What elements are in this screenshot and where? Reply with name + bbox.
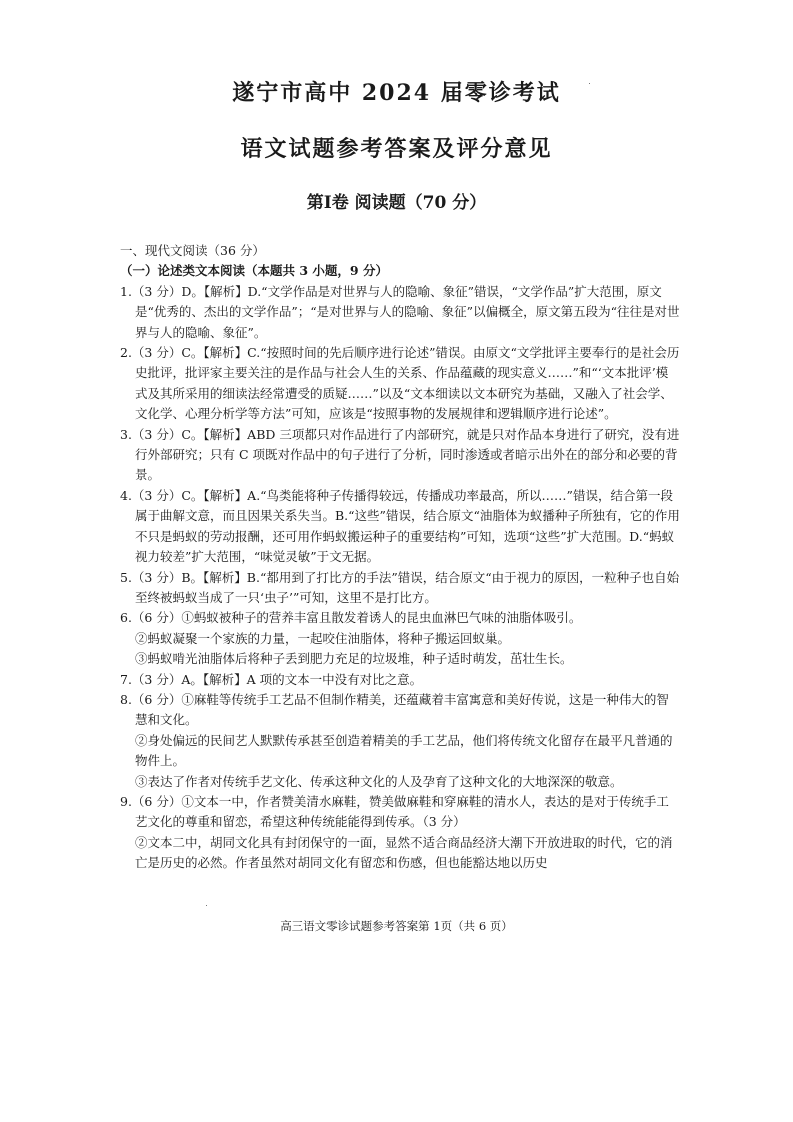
- answer-body: [120, 241, 680, 874]
- answer-q7: 7.（3 分）A。【解析】A 项的文本一中没有对比之意。: [120, 671, 423, 687]
- part-heading: 一、现代文阅读（36 分）: [120, 243, 265, 258]
- answer-q9-point-2: ②文本二中，胡同文化具有封闭保守的一面，显然不适合商品经济大潮下开放进取的时代，它的消亡是历史的必然。作者虽然对胡同文化有留恋和伤感，但也能豁达地以历史: [135, 834, 673, 871]
- answer-q8-point-2: ②身处偏远的民间艺人默默传承甚至创造着精美的手工艺品，他们将传统文化留存在最平凡普通的物件上。: [135, 732, 673, 769]
- answer-q6-point-3: ③蚂蚁啃光油脂体后将种子丢到肥力充足的垃圾堆，种子适时萌发，茁壮生长。: [135, 651, 573, 667]
- answer-q8-point-3: ③表达了作者对传统手艺文化、传承这种文化的人及孕育了这种文化的大地深深的敬意。: [135, 773, 623, 789]
- scan-speck: [206, 905, 207, 906]
- exam-title: 遂宁市高中 2024 届零诊考试: [232, 80, 561, 106]
- answer-q3: 3.（3 分）C。【解析】ABD 三项都只对作品进行了内部研究，就是只对作品本身进行了研究，没有进行外部研究；只有 C 项既对作品中的句子进行了分析，同时渗透或者暗示出外在的部分和必要的背景。: [120, 426, 680, 483]
- answer-q2: 2.（3 分）C。【解析】C.“按照时间的先后顺序进行论述”错误。由原文“文学批评主要奉行的是社会历史批评，批评家主要关注的是作品与社会人生的关系、作品蕴藏的现实意义……”和“‘文本批评’模式及其所采用的细读法经常遭受的质疑……”以及“文本细读以文本研究为基础，又融入了社会学、文化学、心理分析学等方法”可知，应该是“按照事物的发展规律和逻辑顺序进行论述”。: [120, 345, 680, 422]
- answer-q9: 9.（6 分）①文本一中，作者赞美清水麻鞋，赞美做麻鞋和穿麻鞋的清水人，表达的是对于传统手工艺文化的尊重和留恋，希望这种传统能能得到传承。（3 分）: [120, 793, 669, 830]
- page-footer: 高三语文零诊试题参考答案第 1页（共 6 页）: [280, 919, 513, 933]
- answer-q4: 4.（3 分）C。【解析】A.“鸟类能将种子传播得较远，传播成功率最高，所以……”错误，结合第一段属于曲解文意，而且因果关系失当。B.“这些”错误，结合原文“油脂体为蚁播种子所独有，它的作用不只是蚂蚁的劳动报酬，还可用作蚂蚁搬运种子的重要结构”可知，选项“这些”扩大范围。D.“蚂蚁视力较差”扩大范围，“味觉灵敏”于文无据。: [120, 487, 680, 565]
- answer-q6-point-2: ②蚂蚁凝聚一个家族的力量，一起咬住油脂体，将种子搬运回蚁巢。: [135, 630, 511, 646]
- answer-q8: 8.（6 分）①麻鞋等传统手工艺品不但制作精美，还蕴藏着丰富寓意和美好传说，这是一种伟大的智慧和文化。: [120, 691, 669, 728]
- sub-heading: （一）论述类文本阅读（本题共 3 小题，9 分）: [120, 263, 388, 279]
- answer-q6: 6.（6 分）①蚂蚁被种子的营养丰富且散发着诱人的昆虫血淋巴气味的油脂体吸引。: [120, 610, 582, 626]
- answer-q5: 5.（3 分）B。【解析】B.“都用到了打比方的手法”错误，结合原文“由于视力的原因，一粒种子也自始至终被蚂蚁当成了一只‘虫子’”可知，这里不是打比方。: [120, 569, 680, 605]
- document-title: 语文试题参考答案及评分意见: [240, 136, 553, 162]
- section-title: 第Ⅰ卷 阅读题（70 分）: [306, 193, 487, 213]
- answer-q1: 1.（3 分）D。【解析】D.“文学作品是对世界与人的隐喻、象征”错误，“文学作品”扩大范围，原文是“优秀的、杰出的文学作品”；“是对世界与人的隐喻、象征”以偏概全，原文第五段为“往往是对世界与人的隐喻、象征”。: [120, 283, 680, 340]
